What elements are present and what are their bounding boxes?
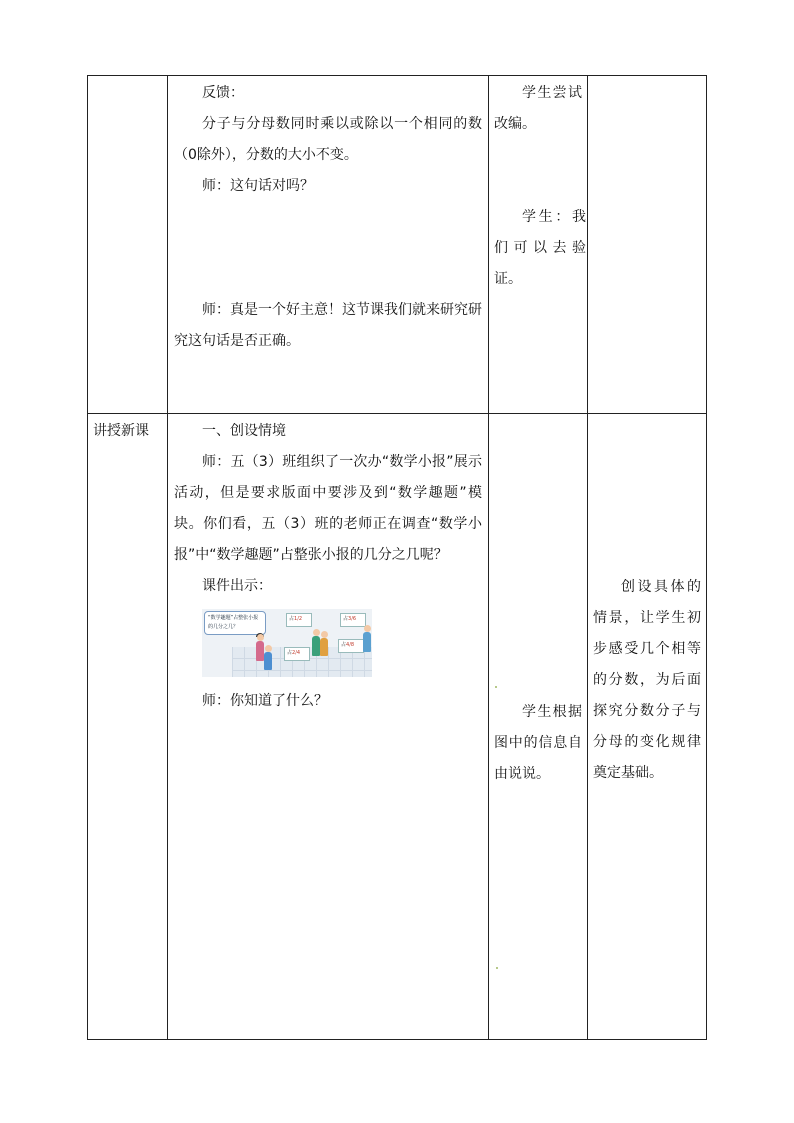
stage-label-new-lesson: 讲授新课 bbox=[93, 423, 149, 439]
column-divider-3 bbox=[587, 75, 588, 1040]
fraction-board-prefix: 占 bbox=[287, 650, 293, 656]
fraction-board-prefix: 占 bbox=[341, 642, 347, 648]
column-divider-2 bbox=[488, 75, 489, 1040]
teacher-response: 师：真是一个好主意！这节课我们就来研究研究这句话是否正确。 bbox=[174, 302, 482, 349]
table-left-border bbox=[87, 75, 88, 1040]
fraction-board-prefix: 占 bbox=[289, 616, 295, 622]
stray-mark bbox=[495, 686, 497, 688]
fraction-value: 2/4 bbox=[292, 650, 301, 656]
fraction-board bbox=[340, 613, 366, 627]
row-divider bbox=[87, 413, 707, 414]
row1-student-cell-lower bbox=[494, 202, 586, 295]
fraction-value: 3/6 bbox=[348, 616, 357, 622]
row2-intent-cell bbox=[593, 572, 701, 789]
fraction-board bbox=[286, 613, 312, 627]
feedback-statement: 分子与分母数同时乘以或除以一个相同的数（0除外），分数的大小不变。 bbox=[174, 116, 482, 163]
section-heading: 一、创设情境 bbox=[202, 423, 286, 439]
table-top-border bbox=[87, 75, 707, 76]
teacher-question-2: 师：你知道了什么？ bbox=[202, 693, 328, 709]
fraction-board bbox=[284, 647, 310, 661]
teacher-question: 师：这句话对吗？ bbox=[202, 178, 314, 194]
student-head bbox=[265, 645, 272, 652]
courseware-illustration bbox=[202, 609, 372, 677]
student-head bbox=[313, 629, 320, 636]
fraction-board bbox=[338, 639, 364, 653]
student-figure bbox=[320, 638, 328, 656]
table-bottom-border bbox=[87, 1039, 707, 1040]
column-divider-1 bbox=[167, 75, 168, 1040]
fraction-board-prefix: 占 bbox=[343, 616, 349, 622]
row2-stage-cell bbox=[93, 416, 163, 447]
student-figure bbox=[363, 632, 371, 652]
courseware-label: 课件出示： bbox=[202, 578, 272, 594]
teacher-head bbox=[257, 634, 264, 641]
student-head bbox=[321, 631, 328, 638]
design-intent-text: 创设具体的情景，让学生初步感受几个相等的分数，为后面探究分数分子与分母的变化规律奠定基础。 bbox=[593, 579, 701, 781]
row1-process-cell bbox=[174, 78, 482, 202]
row1-student-cell bbox=[494, 78, 582, 140]
table-right-border bbox=[706, 75, 707, 1040]
student-activity-1: 学生尝试改编。 bbox=[494, 85, 582, 132]
feedback-label: 反馈： bbox=[202, 85, 244, 101]
student-activity-3: 学生根据图中的信息自由说说。 bbox=[494, 704, 582, 782]
row2-process-cell bbox=[174, 416, 482, 602]
row1-process-cell-lower bbox=[174, 295, 482, 357]
fraction-value: 1/2 bbox=[294, 616, 303, 622]
fraction-value: 4/8 bbox=[346, 642, 355, 648]
teacher-introduction: 师：五（3）班组织了一次办“数学小报”展示活动，但是要求版面中要涉及到“数学趣题”模块。你们看，五（3）班的老师正在调查“数学小报”中“数学趣题”占整张小报的几分之几呢？ bbox=[174, 454, 482, 563]
student-head bbox=[364, 625, 371, 632]
teacher-figure bbox=[256, 641, 264, 661]
student-figure bbox=[264, 652, 272, 670]
row2-student-cell bbox=[494, 697, 582, 790]
row2-process-cell-lower bbox=[174, 686, 482, 717]
question-bubble: “数学趣题”占整张小报的几分之几？ bbox=[204, 611, 266, 635]
student-figure bbox=[312, 636, 320, 656]
student-activity-2: 学生：我们可以去验证。 bbox=[494, 209, 586, 287]
stray-mark bbox=[496, 967, 498, 969]
